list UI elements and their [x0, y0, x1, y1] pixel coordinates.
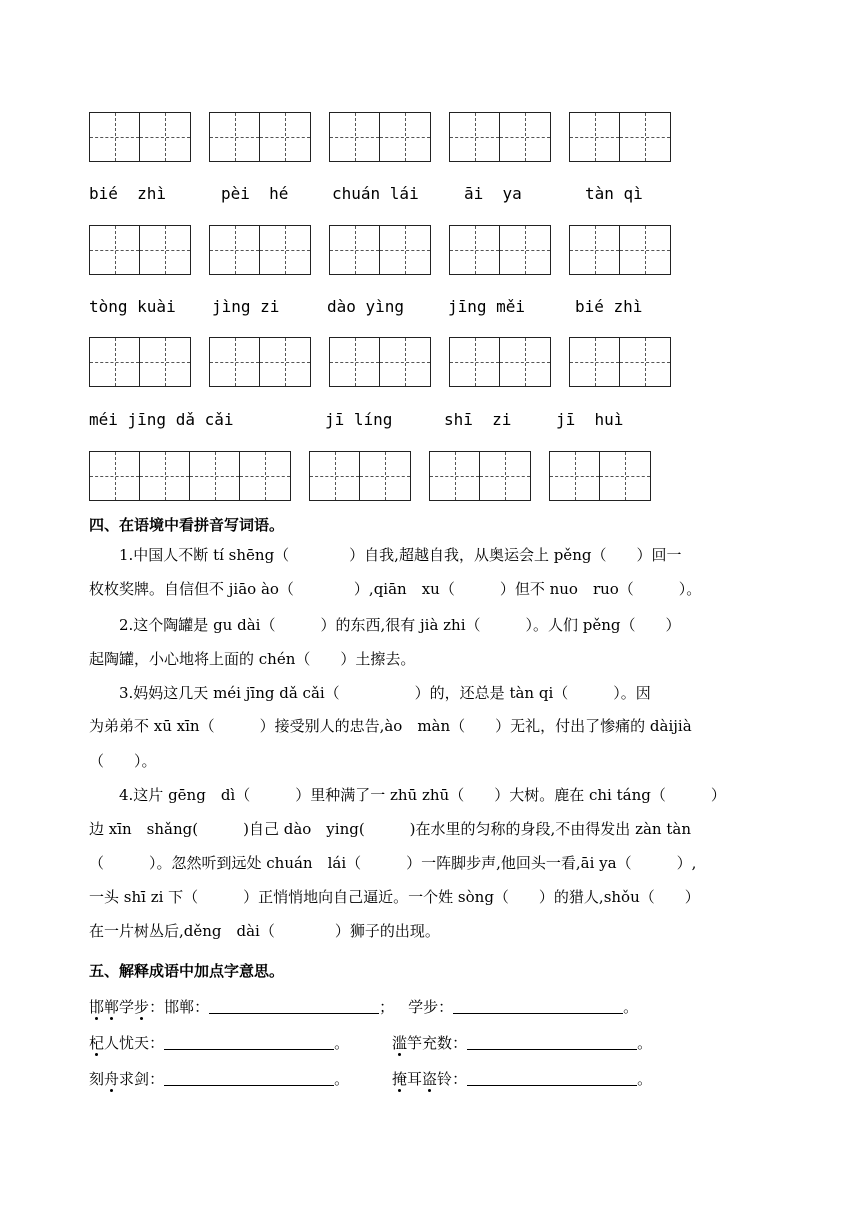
writing-cell[interactable] — [140, 226, 190, 274]
writing-cell[interactable] — [430, 452, 480, 500]
answer-blank[interactable] — [209, 997, 379, 1014]
writing-cell[interactable] — [210, 338, 260, 386]
idiom-item-4: 刻舟求剑： 。 — [89, 1070, 350, 1088]
writing-cell[interactable] — [620, 113, 670, 161]
section-5-title: 五、解释成语中加点字意思。 — [89, 962, 285, 980]
pinyin-label: tàn qì — [585, 184, 643, 203]
writing-grid-group — [209, 112, 311, 162]
writing-cell[interactable] — [190, 452, 240, 500]
pinyin-label: jī líng — [325, 410, 393, 429]
section-4-line: 枚枚奖牌。自信但不 jiāo ào（ ）,qiān xu（ ）但不 nuo ruo（ ）。 — [89, 580, 702, 598]
writing-cell[interactable] — [90, 338, 140, 386]
writing-cell[interactable] — [570, 338, 620, 386]
writing-cell[interactable] — [210, 226, 260, 274]
pinyin-label: shī zi — [444, 410, 512, 429]
pinyin-label: pèi hé — [221, 184, 289, 203]
pinyin-row — [89, 297, 789, 323]
writing-grid-group — [329, 225, 431, 275]
grid-row — [89, 225, 789, 275]
section-4-line: 一头 shī zi 下（ ）正悄悄地向自己逼近。一个姓 sòng（ ）的猎人,shǒu（ ） — [89, 888, 700, 906]
pinyin-label: méi jīng dǎ cǎi — [89, 410, 234, 429]
writing-cell[interactable] — [330, 338, 380, 386]
writing-cell[interactable] — [620, 226, 670, 274]
writing-cell[interactable] — [330, 226, 380, 274]
writing-grid-group — [89, 451, 291, 501]
writing-cell[interactable] — [260, 226, 310, 274]
writing-cell[interactable] — [330, 113, 380, 161]
section-4-line: 2.这个陶罐是 gu dài（ ）的东西,很有 jià zhi（ ）。人们 pěng（ ） — [89, 616, 681, 634]
answer-blank[interactable] — [164, 1069, 334, 1086]
writing-cell[interactable] — [500, 226, 550, 274]
section-4-line: 1.中国人不断 tí shēng（ ）自我,超越自我，从奥运会上 pěng（ ）回一 — [89, 546, 682, 564]
pinyin-label: bié zhì — [89, 184, 167, 203]
pinyin-row — [89, 410, 789, 436]
idiom-item-1: 邯郸学步：邯郸： ； 学步： 。 — [89, 998, 639, 1016]
idiom-item-5: 掩耳盗铃： 。 — [392, 1070, 653, 1088]
writing-grid-group — [449, 112, 551, 162]
writing-cell[interactable] — [450, 338, 500, 386]
writing-cell[interactable] — [500, 338, 550, 386]
pinyin-label: jī huì — [556, 410, 624, 429]
writing-grid-group — [329, 337, 431, 387]
writing-cell[interactable] — [210, 113, 260, 161]
writing-cell[interactable] — [310, 452, 360, 500]
answer-blank[interactable] — [164, 1033, 334, 1050]
writing-grid-group — [449, 337, 551, 387]
idiom-item-3: 滥竽充数： 。 — [392, 1034, 653, 1052]
writing-grid-group — [549, 451, 651, 501]
writing-cell[interactable] — [380, 226, 430, 274]
writing-cell[interactable] — [260, 338, 310, 386]
writing-grid-group — [309, 451, 411, 501]
writing-cell[interactable] — [140, 338, 190, 386]
grid-row — [89, 112, 789, 162]
writing-grid-group — [89, 112, 191, 162]
section-4-line: 3.妈妈这几天 méi jīng dǎ cǎi（ ）的，还总是 tàn qi（ ）。因 — [89, 684, 651, 702]
section-4-line: 为弟弟不 xū xīn（ ）接受别人的忠告,ào màn（ ）无礼，付出了惨痛的 dàijià — [89, 717, 692, 735]
writing-cell[interactable] — [240, 452, 290, 500]
pinyin-label: tòng kuài — [89, 297, 176, 316]
idiom-label: 杞人忧天： — [89, 1034, 165, 1052]
writing-grid-group — [209, 225, 311, 275]
pinyin-label: jīng měi — [448, 297, 526, 316]
writing-cell[interactable] — [90, 226, 140, 274]
pinyin-label: dào yìng — [327, 297, 405, 316]
writing-grid-group — [569, 337, 671, 387]
writing-cell[interactable] — [450, 113, 500, 161]
writing-grid-group — [329, 112, 431, 162]
pinyin-label: chuán lái — [332, 184, 419, 203]
answer-blank[interactable] — [467, 1069, 637, 1086]
section-4-line: 边 xīn shǎng( )自己 dào ying( )在水里的匀称的身段,不由得发出 zàn tàn — [89, 820, 691, 838]
writing-cell[interactable] — [570, 113, 620, 161]
pinyin-row — [89, 184, 789, 210]
pinyin-label: jìng zi — [212, 297, 280, 316]
writing-cell[interactable] — [140, 452, 190, 500]
section-4-title: 四、在语境中看拼音写词语。 — [89, 516, 285, 534]
writing-cell[interactable] — [620, 338, 670, 386]
pinyin-label: bié zhì — [575, 297, 643, 316]
section-4-line: （ ）。 — [89, 752, 157, 770]
section-4-line: 4.这片 gēng dì（ ）里种满了一 zhū zhū（ ）大树。鹿在 chi táng（ ） — [89, 786, 726, 804]
idiom-label: 邯郸学步：邯郸： — [89, 998, 210, 1016]
writing-cell[interactable] — [600, 452, 650, 500]
writing-cell[interactable] — [360, 452, 410, 500]
writing-grid-group — [449, 225, 551, 275]
section-4-line: （ ）。忽然听到远处 chuán lái（ ）一阵脚步声,他回头一看,āi ya（ ）, — [89, 854, 697, 872]
writing-grid-group — [89, 337, 191, 387]
pinyin-label: āi ya — [464, 184, 522, 203]
section-4-line: 在一片树丛后,děng dài（ ）狮子的出现。 — [89, 922, 440, 940]
idiom-label: 滥竽充数： — [392, 1034, 468, 1052]
writing-cell[interactable] — [90, 113, 140, 161]
grid-row — [89, 451, 789, 501]
idiom-label: 刻舟求剑： — [89, 1070, 165, 1088]
grid-row — [89, 337, 789, 387]
writing-cell[interactable] — [90, 452, 140, 500]
writing-grid-group — [569, 225, 671, 275]
idiom-item-2: 杞人忧天： 。 — [89, 1034, 350, 1052]
writing-cell[interactable] — [450, 226, 500, 274]
writing-cell[interactable] — [550, 452, 600, 500]
writing-cell[interactable] — [260, 113, 310, 161]
answer-blank[interactable] — [453, 997, 623, 1014]
writing-grid-group — [209, 337, 311, 387]
idiom-label: 掩耳盗铃： — [392, 1070, 468, 1088]
writing-cell[interactable] — [500, 113, 550, 161]
writing-grid-group — [569, 112, 671, 162]
answer-blank[interactable] — [467, 1033, 637, 1050]
writing-cell[interactable] — [480, 452, 530, 500]
writing-cell[interactable] — [140, 113, 190, 161]
writing-cell[interactable] — [380, 113, 430, 161]
section-4-line: 起陶罐，小心地将上面的 chén（ ）土擦去。 — [89, 650, 416, 668]
writing-grid-group — [429, 451, 531, 501]
writing-cell[interactable] — [570, 226, 620, 274]
writing-grid-group — [89, 225, 191, 275]
writing-cell[interactable] — [380, 338, 430, 386]
